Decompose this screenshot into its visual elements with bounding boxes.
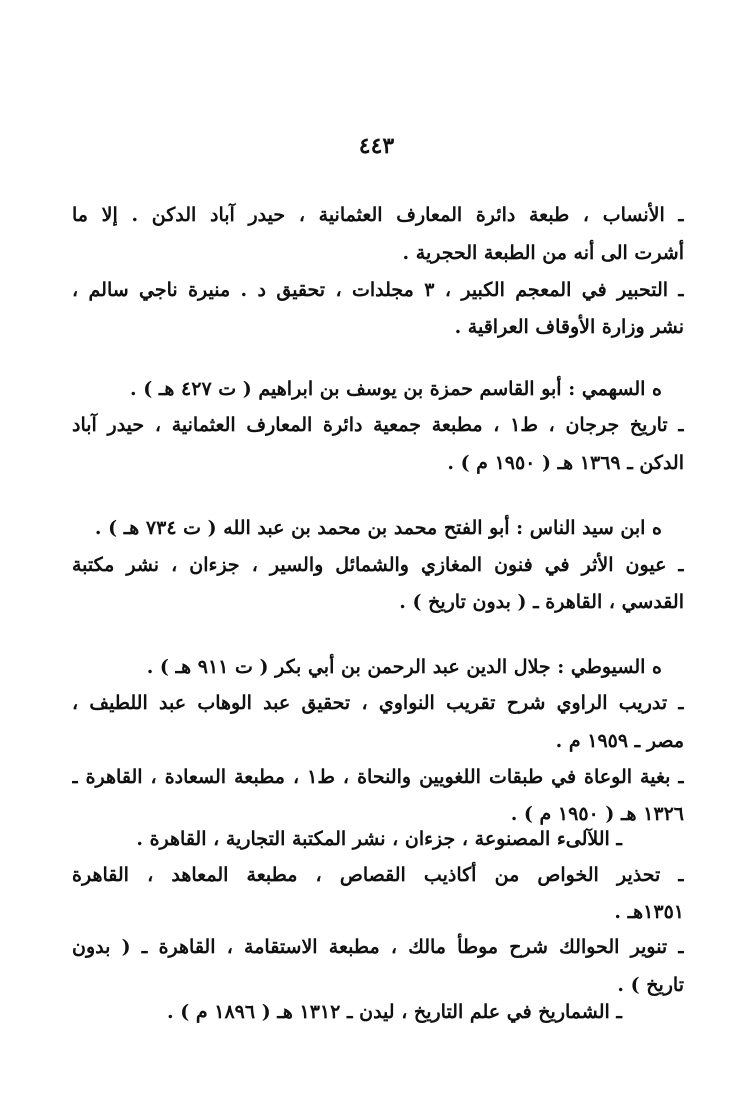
text-line: ـ تاريخ جرجان ، ط١ ، مطبعة جمعية دائرة المعارف العثمانية ، حيدر آباد xyxy=(72,414,684,436)
text-line: القدسي ، القاهرة ـ ( بدون تاريخ ) . xyxy=(399,591,684,613)
text-line: ـ تدريب الراوي شرح تقريب النواوي ، تحقيق عبد الوهاب عبد اللطيف ، xyxy=(72,692,684,714)
text-line: ـ اللآلىء المصنوعة ، جزءان ، نشر المكتبة التجارية ، القاهرة . xyxy=(136,828,622,850)
text-line: ـ بغية الوعاة في طبقات اللغويين والنحاة ، ط١ ، مطبعة السعادة ، القاهرة ـ xyxy=(72,766,684,788)
text-line: ـ التحبير في المعجم الكبير ، ٣ مجلدات ، تحقيق د . منيرة ناجي سالم ، xyxy=(72,279,684,301)
author-heading: ه السيوطي : جلال الدين عبد الرحمن بن أبي بكر ( ت ٩١١ هـ ) . xyxy=(146,656,662,678)
text-line: ـ عيون الأثر في فنون المغازي والشمائل والسير ، جزءان ، نشر مكتبة xyxy=(72,554,684,576)
page-number: ٤٤٣ xyxy=(358,133,395,159)
text-line: أشرت الى أنه من الطبعة الحجرية . xyxy=(402,242,684,264)
text-line: نشر وزارة الأوقاف العراقية . xyxy=(454,316,684,338)
text-line: ـ الأنساب ، طبعة دائرة المعارف العثمانية ، حيدر آباد الدكن . إلا ما xyxy=(72,204,684,226)
text-line: مصر ـ ١٩٥٩ م . xyxy=(555,730,684,752)
text-line: ١٣٥١هـ . xyxy=(614,901,684,923)
author-heading: ه ابن سيد الناس : أبو الفتح محمد بن محمد بن عبد الله ( ت ٧٣٤ هـ ) . xyxy=(94,517,662,539)
text-line: تاريخ ) . xyxy=(617,974,684,996)
text-line: الدكن ـ ١٣٦٩ هـ ( ١٩٥٠ م ) . xyxy=(447,452,684,474)
author-heading: ه السهمي : أبو القاسم حمزة بن يوسف بن ابراهيم ( ت ٤٢٧ هـ ) . xyxy=(130,378,662,400)
text-line: ـ تحذير الخواص من أكاذيب القصاص ، مطبعة المعاهد ، القاهرة xyxy=(72,864,684,886)
text-line: ـ الشماريخ في علم التاريخ ، ليدن ـ ١٣١٢ هـ ( ١٨٩٦ م ) . xyxy=(167,1001,622,1023)
text-line: ١٣٢٦ هـ ( ١٩٥٠ م ) . xyxy=(510,803,684,825)
text-line: ـ تنوير الحوالك شرح موطأ مالك ، مطبعة الاستقامة ، القاهرة ـ ( بدون xyxy=(72,936,684,958)
